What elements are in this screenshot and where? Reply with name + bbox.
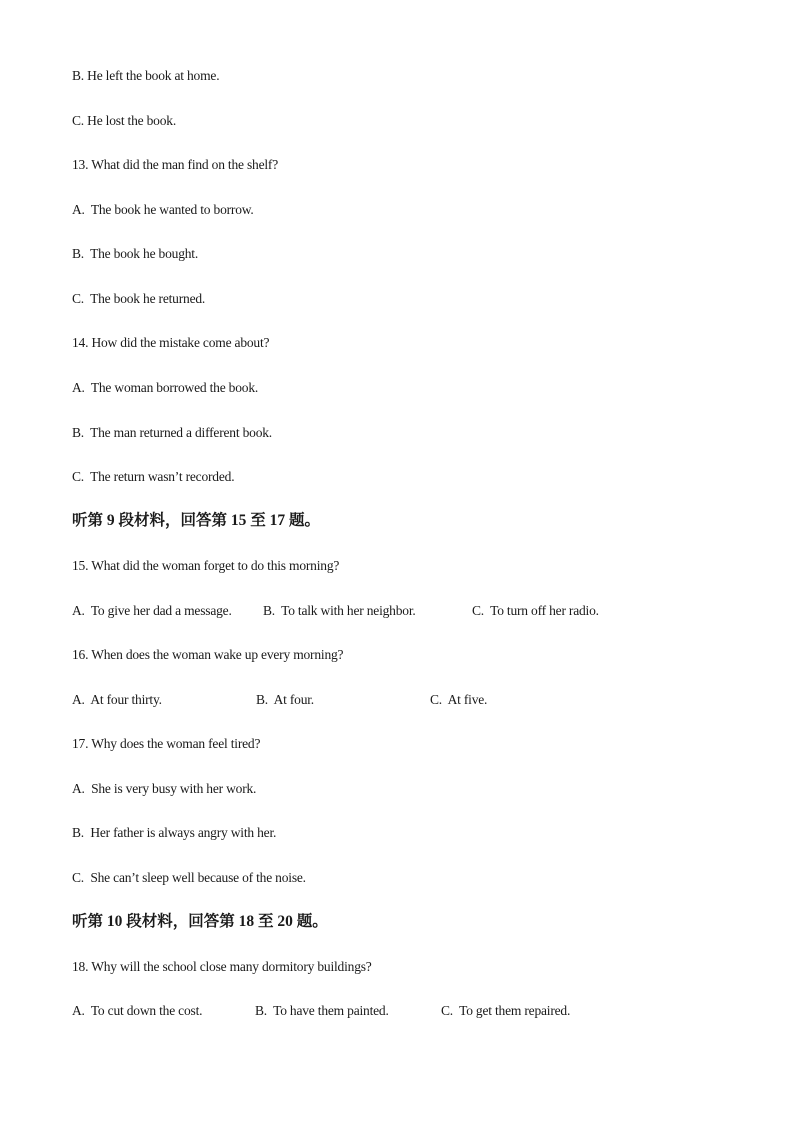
section-10-heading: 听第 10 段材料，回答第 18 至 20 题。 xyxy=(72,913,328,930)
q17-option-b: B. Her father is always angry with her. xyxy=(72,825,277,840)
q18-option-a: A. To cut down the cost. xyxy=(72,1003,203,1018)
q17-question: 17. Why does the woman feel tired? xyxy=(72,736,261,751)
q17-option-a: A. She is very busy with her work. xyxy=(72,781,257,796)
q14-option-b: B. The man returned a different book. xyxy=(72,425,272,440)
q13-option-b: B. The book he bought. xyxy=(72,246,199,261)
q12-option-c: C. He lost the book. xyxy=(72,113,176,128)
q16-option-c: C. At five. xyxy=(430,692,488,707)
q13-question: 13. What did the man find on the shelf? xyxy=(72,157,279,172)
q18-question: 18. Why will the school close many dormitory buildings? xyxy=(72,959,372,974)
q12-option-b: B. He left the book at home. xyxy=(72,68,220,83)
q16-option-a: A. At four thirty. xyxy=(72,692,162,707)
section-9-heading: 听第 9 段材料，回答第 15 至 17 题。 xyxy=(72,512,321,529)
q16-option-b: B. At four. xyxy=(256,692,314,707)
q14-option-c: C. The return wasn’t recorded. xyxy=(72,469,235,484)
q14-question: 14. How did the mistake come about? xyxy=(72,335,270,350)
q17-option-c: C. She can’t sleep well because of the noise. xyxy=(72,870,306,885)
q15-option-c: C. To turn off her radio. xyxy=(472,603,599,618)
q15-option-a: A. To give her dad a message. xyxy=(72,603,232,618)
q15-option-b: B. To talk with her neighbor. xyxy=(263,603,416,618)
q18-option-b: B. To have them painted. xyxy=(255,1003,389,1018)
q13-option-c: C. The book he returned. xyxy=(72,291,206,306)
q15-question: 15. What did the woman forget to do this morning? xyxy=(72,558,340,573)
q18-option-c: C. To get them repaired. xyxy=(441,1003,571,1018)
q16-question: 16. When does the woman wake up every morning? xyxy=(72,647,344,662)
q14-option-a: A. The woman borrowed the book. xyxy=(72,380,259,395)
q13-option-a: A. The book he wanted to borrow. xyxy=(72,202,254,217)
